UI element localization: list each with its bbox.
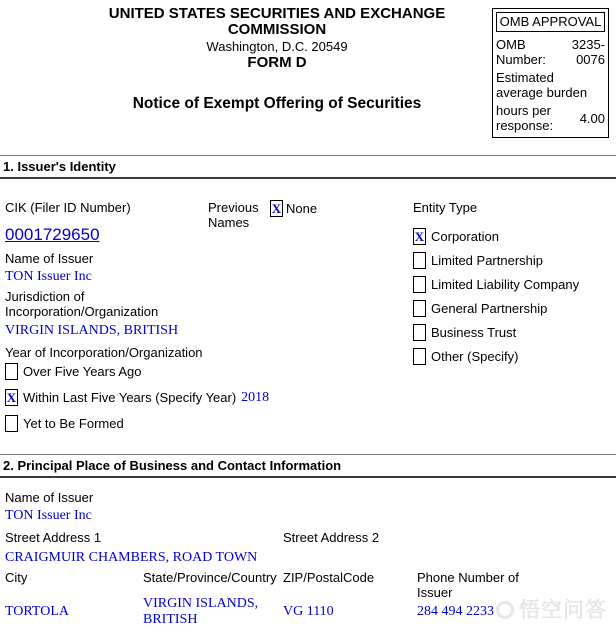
other-checkbox[interactable]: [413, 348, 426, 365]
omb-number-value: 3235-0076: [571, 37, 605, 67]
within-five-years-label: Within Last Five Years (Specify Year): [23, 390, 237, 405]
none-label: None: [286, 201, 318, 216]
commission-address: Washington, D.C. 20549: [206, 39, 348, 54]
entity-option-llc: [413, 276, 579, 293]
entity-type-label: Entity Type: [413, 200, 478, 215]
year-option-over-five: [5, 363, 142, 380]
yet-to-be-formed-label: Yet to Be Formed: [23, 416, 124, 431]
zip-value: VG 1110: [283, 604, 334, 619]
state-label: State/Province/Country: [143, 570, 277, 585]
corporation-label: Corporation: [431, 229, 499, 244]
entity-type-list: [413, 228, 579, 372]
city-label: City: [5, 570, 28, 585]
site-watermark: [496, 599, 607, 621]
section2-header: 2. Principal Place of Business and Contact Information: [0, 454, 616, 478]
entity-option-corporation: [413, 228, 579, 245]
street-address-2-label: Street Address 2: [283, 530, 380, 545]
cik-label: CIK (Filer ID Number): [5, 200, 131, 215]
corporation-checkbox[interactable]: [413, 228, 426, 245]
business-trust-checkbox[interactable]: [413, 324, 426, 341]
year-option-within-five: [5, 389, 269, 406]
over-five-years-checkbox[interactable]: [5, 363, 18, 380]
limited-partnership-label: Limited Partnership: [431, 253, 543, 268]
llc-checkbox[interactable]: [413, 276, 426, 293]
s2-issuer-name-label: Name of Issuer: [5, 490, 94, 505]
within-five-years-checkbox[interactable]: [5, 389, 18, 406]
llc-label: Limited Liability Company: [431, 277, 580, 292]
form-subtitle: Notice of Exempt Offering of Securities: [132, 95, 422, 112]
phone-label: Phone Number of Issuer: [417, 570, 519, 600]
city-value: TORTOLA: [5, 604, 69, 619]
previous-names-none-option: [270, 200, 317, 230]
state-value: VIRGIN ISLANDS, BRITISH: [143, 596, 259, 627]
phone-value: 284 494 2233: [417, 604, 494, 619]
section1-header: 1. Issuer's Identity: [0, 155, 616, 179]
omb-number-label: OMB Number:: [496, 37, 546, 67]
commission-title: UNITED STATES SECURITIES AND EXCHANGE COMMISSION: [108, 5, 446, 38]
entity-option-limited-partnership: [413, 252, 579, 269]
yet-to-be-formed-checkbox[interactable]: [5, 415, 18, 432]
none-checkbox[interactable]: [270, 200, 283, 217]
previous-names-label: Previous Names: [208, 200, 259, 230]
s2-issuer-name-value: TON Issuer Inc: [5, 508, 92, 523]
document-header: [37, 6, 517, 113]
form-name: FORM D: [247, 54, 307, 71]
omb-approval-box: [492, 8, 609, 138]
entity-option-business-trust: [413, 324, 579, 341]
omb-approval-title: OMB APPROVAL: [496, 12, 605, 32]
omb-hours-value: 4.00: [579, 110, 605, 126]
issuer-name-label: Name of Issuer: [5, 251, 94, 266]
year-option-yet-to-form: [5, 415, 124, 432]
other-label: Other (Specify): [431, 349, 519, 364]
watermark-logo-icon: [496, 601, 514, 619]
jurisdiction-value: VIRGIN ISLANDS, BRITISH: [5, 323, 179, 338]
year-of-incorporation-label: Year of Incorporation/Organization: [5, 345, 203, 360]
omb-number-row: [496, 37, 605, 67]
entity-option-other: [413, 348, 579, 365]
omb-burden-text: Estimated average burden: [496, 70, 588, 100]
watermark-text: 悟空问答: [519, 598, 607, 622]
none-checkbox-mark: X: [271, 201, 282, 216]
limited-partnership-checkbox[interactable]: [413, 252, 426, 269]
general-partnership-checkbox[interactable]: [413, 300, 426, 317]
year-specify-value: 2018: [241, 389, 270, 405]
over-five-years-label: Over Five Years Ago: [23, 364, 142, 379]
street-address-1-value: CRAIGMUIR CHAMBERS, ROAD TOWN: [5, 550, 258, 565]
general-partnership-label: General Partnership: [431, 301, 548, 316]
jurisdiction-label: Jurisdiction of Incorporation/Organization: [5, 289, 159, 319]
street-address-1-label: Street Address 1: [5, 530, 102, 545]
issuer-name-value: TON Issuer Inc: [5, 269, 92, 284]
omb-hours-label: hours per response:: [496, 103, 554, 133]
within-five-years-checkbox-mark: X: [6, 390, 17, 405]
entity-option-general-partnership: [413, 300, 579, 317]
zip-label: ZIP/PostalCode: [283, 570, 375, 585]
business-trust-label: Business Trust: [431, 325, 517, 340]
corporation-checkbox-mark: X: [414, 229, 425, 244]
omb-hours-row: [496, 103, 605, 133]
cik-number-link[interactable]: 0001729650: [5, 225, 100, 244]
